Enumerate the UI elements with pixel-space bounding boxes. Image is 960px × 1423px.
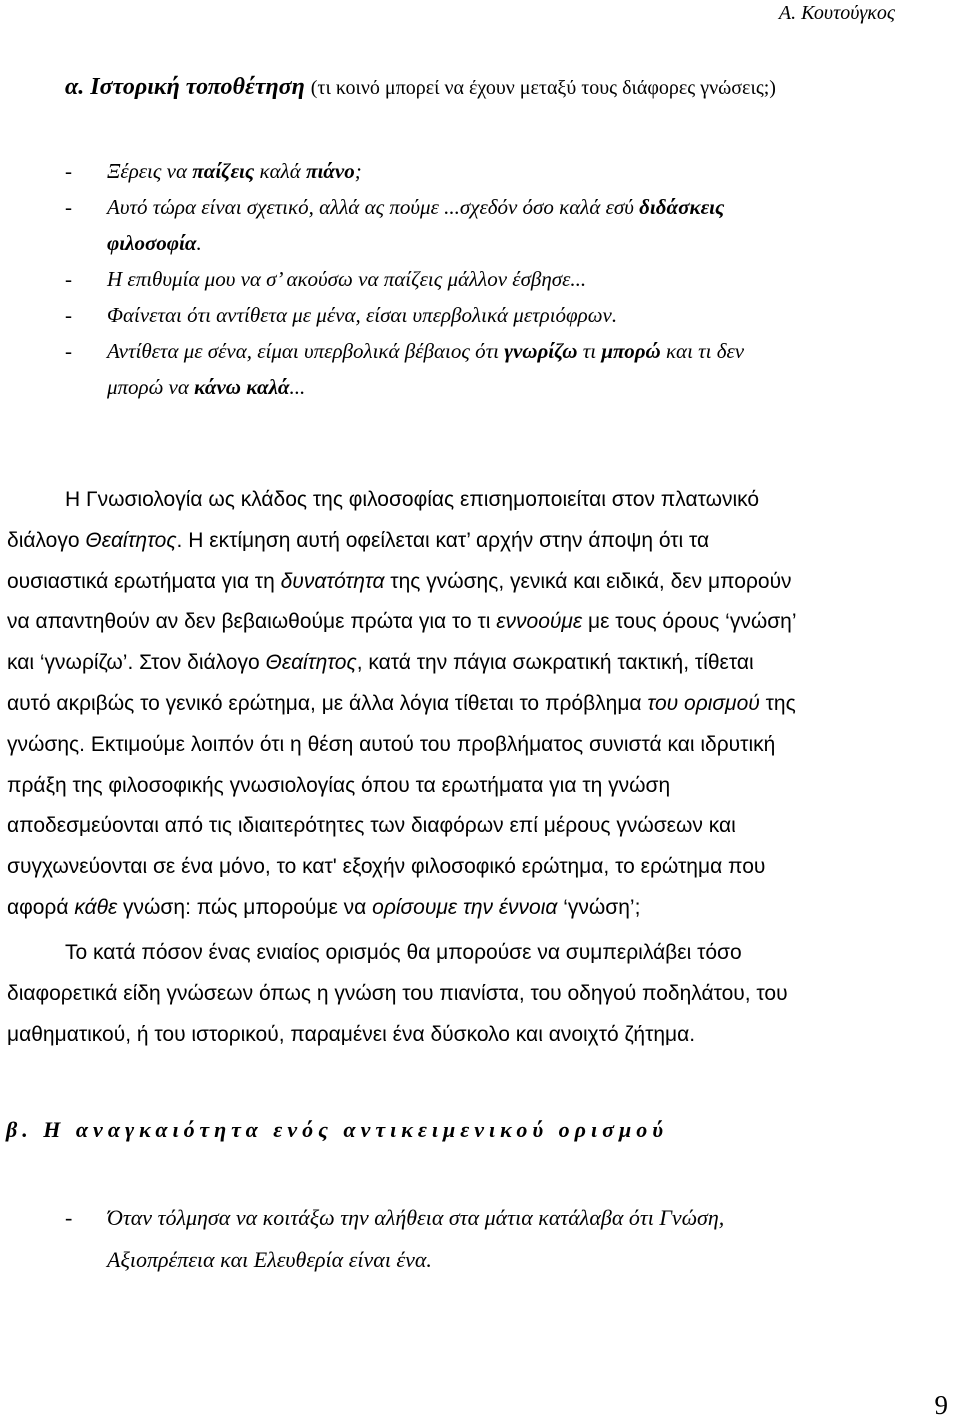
section-a-heading [65, 74, 776, 101]
dialogue-block [65, 153, 925, 405]
dialogue-line [65, 333, 925, 369]
dialogue-line [65, 189, 925, 225]
dialogue-line [65, 153, 925, 189]
paragraph-line: Το κατά πόσον ένας ενιαίος ορισμός θα μπορούσε να συμπεριλάβει τόσο [65, 941, 742, 964]
paragraph-line: μαθηματικού, ή του ιστορικού, παραμένει ένα δύσκολο και ανοιχτό ζήτημα. [7, 1022, 696, 1046]
paragraph-line: και ‘γνωρίζω’. Στον διάλογο Θεαίτητος, κατά την πάγια σωκρατική τακτική, τίθεται [7, 651, 754, 675]
paragraph-line: αφορά κάθε γνώση: πώς μπορούμε να ορίσουμε την έννοια ‘γνώση’; [7, 895, 641, 919]
quote-continuation: Αξιοπρέπεια και Ελευθερία είναι ένα. [107, 1247, 432, 1272]
quote-block [65, 1197, 925, 1281]
dialogue-continuation: μπορώ να κάνω καλά... [107, 375, 306, 399]
dialogue-text: Αυτό τώρα είναι σχετικό, αλλά ας πούμε ...σχεδόν όσο καλά εσύ διδάσκεις [107, 195, 725, 219]
quote-line [65, 1197, 925, 1239]
list-dash: - [65, 159, 72, 183]
paragraph-line: διαφορετικά είδη γνώσεων όπως η γνώση του πιανίστα, του οδηγού ποδηλάτου, του [7, 981, 788, 1005]
dialogue-line [65, 261, 925, 297]
section-a-title: α. Ιστορική τοποθέτηση [65, 74, 305, 100]
list-dash: - [65, 1205, 73, 1230]
body-paragraph-2 [7, 933, 955, 1055]
list-dash: - [65, 339, 72, 363]
dialogue-text: Η επιθυμία μου να σ’ ακούσω να παίζεις μάλλον έσβησε... [107, 267, 587, 291]
list-dash: - [65, 303, 72, 327]
paragraph-line: γνώσης. Εκτιμούμε λοιπόν ότι η θέση αυτού του προβλήματος συνιστά και ιδρυτική [7, 732, 776, 756]
paragraph-line: διάλογο Θεαίτητος. Η εκτίμηση αυτή οφείλεται κατ’ αρχήν στην άποψη ότι τα [7, 528, 710, 552]
dialogue-line [65, 297, 925, 333]
section-b-heading: β. Η αναγκαιότητα ενός αντικειμενικού ορισμού [6, 1117, 668, 1142]
dialogue-text: Ξέρεις να παίζεις καλά πιάνο; [107, 159, 362, 183]
section-a-subtitle: (τι κοινό μπορεί να έχουν μεταξύ τους διάφορες γνώσεις;) [310, 77, 776, 99]
dialogue-text: Φαίνεται ότι αντίθετα με μένα, είσαι υπερβολικά μετριόφρων. [107, 303, 618, 327]
list-dash: - [65, 195, 72, 219]
paragraph-line: συγχωνεύονται σε ένα μόνο, το κατ' εξοχήν φιλοσοφικό ερώτημα, το ερώτημα που [7, 855, 766, 879]
paragraph-line: πράξη της φιλοσοφικής γνωσιολογίας όπου τα ερωτήματα για τη γνώση [7, 773, 671, 797]
paragraph-line: ουσιαστικά ερωτήματα για τη δυνατότητα της γνώσης, γενικά και ειδικά, δεν μπορούν [7, 569, 792, 593]
paragraph-line: Η Γνωσιολογία ως κλάδος της φιλοσοφίας επισημοποιείται στον πλατωνικό [65, 488, 760, 511]
body-paragraph-1 [7, 480, 955, 929]
paragraph-line: αυτό ακριβώς το γενικό ερώτημα, με άλλα λόγια τίθεται το πρόβλημα του ορισμού της [7, 691, 796, 715]
paragraph-line: να απαντηθούν αν δεν βεβαιωθούμε πρώτα για το τι εννοούμε με τους όρους ‘γνώση’ [7, 610, 797, 634]
list-dash: - [65, 267, 72, 291]
quote-text: Όταν τόλμησα να κοιτάξω την αλήθεια στα μάτια κατάλαβα ότι Γνώση, [107, 1205, 725, 1230]
dialogue-text: Αντίθετα με σένα, είμαι υπερβολικά βέβαιος ότι γνωρίζω τι μπορώ και τι δεν [107, 339, 745, 363]
paragraph-line: αποδεσμεύονται από τις ιδιαιτερότητες των διαφόρων επί μέρους γνώσεων και [7, 814, 736, 838]
page-number: 9 [934, 1390, 948, 1420]
dialogue-continuation: φιλοσοφία. [107, 231, 202, 255]
header-author: Α. Κουτούγκος [778, 2, 895, 24]
